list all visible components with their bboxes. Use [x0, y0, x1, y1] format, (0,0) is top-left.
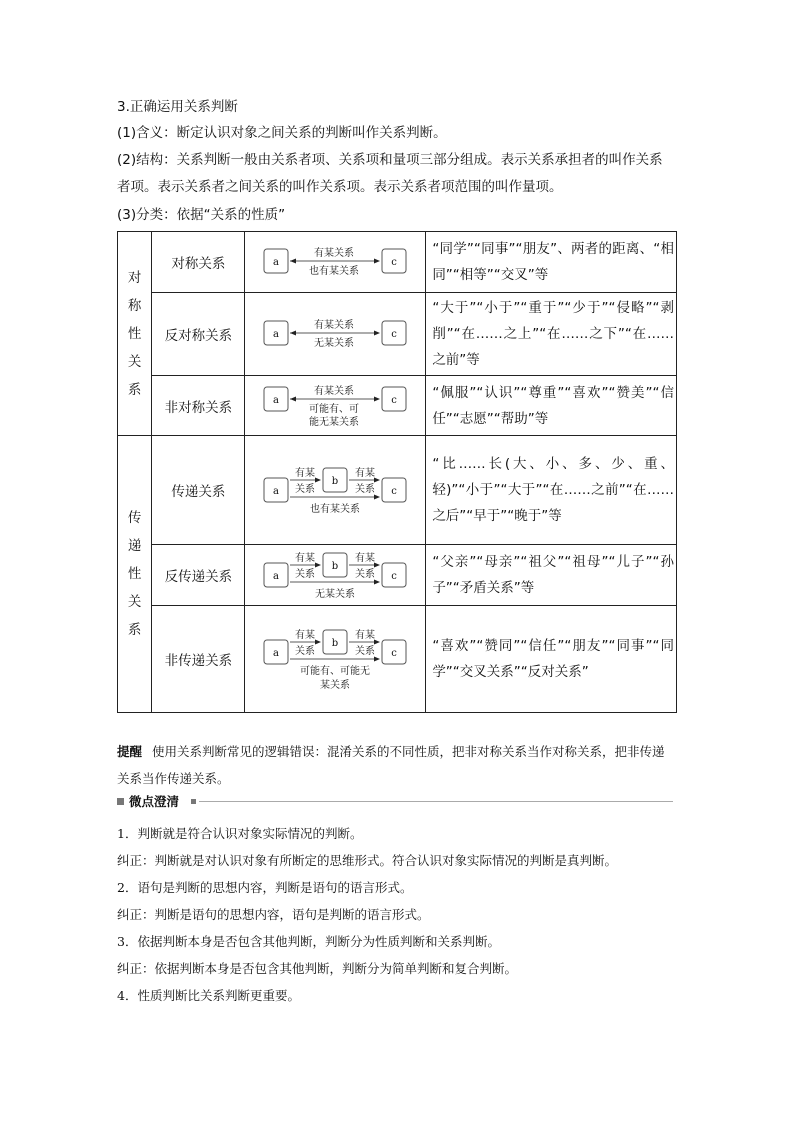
svg-text:无某关系: 无某关系 [314, 338, 355, 349]
row-example: “喜欢”“赞同”“信任”“朋友”“同事”“同学”“交叉关系”“反对关系” [426, 606, 677, 713]
svg-text:b: b [332, 476, 339, 487]
square-bullet-icon [191, 799, 196, 804]
row-name: 反对称关系 [152, 293, 245, 376]
svg-text:某关系: 某关系 [320, 680, 351, 691]
clarify-title: 微点澄清 [129, 794, 180, 809]
svg-text:a: a [273, 394, 280, 406]
row-name: 非对称关系 [152, 376, 245, 436]
group-char: 称 [127, 297, 142, 314]
tip-label: 提醒 [117, 744, 143, 759]
clarify-item: 3．依据判断本身是否包含其他判断，判断分为性质判断和关系判断。 [117, 934, 500, 949]
clarify-item: 4．性质判断比关系判断更重要。 [117, 988, 300, 1003]
clarify-item: 2．语句是判断的思想内容，判断是语句的语言形式。 [117, 880, 413, 895]
svg-text:有某: 有某 [295, 468, 316, 479]
group-transitive [118, 436, 152, 713]
svg-text:a: a [273, 257, 280, 268]
classification-line: (3)分类：依据“关系的性质” [117, 207, 286, 223]
row-example: “父亲”“母亲”“祖父”“祖母”“儿子”“孙子”“矛盾关系”等 [426, 545, 677, 606]
svg-text:也有某关系: 也有某关系 [309, 266, 360, 277]
row-name: 传递关系 [152, 436, 245, 545]
row-example: “佩服”“认识”“尊重”“喜欢”“赞美”“信任”“志愿”“帮助”等 [426, 376, 677, 436]
svg-text:有某: 有某 [355, 630, 376, 641]
group-char: 系 [127, 381, 142, 398]
nonsymmetric-diagram [245, 376, 426, 436]
svg-text:a: a [273, 648, 280, 659]
svg-text:a: a [273, 571, 280, 582]
group-char: 递 [127, 538, 142, 554]
svg-text:有某关系: 有某关系 [314, 385, 355, 397]
group-char: 关 [127, 594, 142, 610]
svg-text:a: a [273, 329, 280, 340]
svg-text:关系: 关系 [355, 569, 376, 580]
relation-table [117, 231, 677, 713]
svg-text:有某: 有某 [355, 553, 376, 564]
row-name: 非传递关系 [152, 606, 245, 713]
svg-text:无某关系: 无某关系 [315, 589, 356, 600]
svg-text:c: c [391, 486, 398, 497]
svg-text:b: b [332, 638, 339, 649]
structure-line-1: (2)结构：关系判断一般由关系者项、关系项和量项三部分组成。表示关系承担者的叫作关系 [117, 152, 663, 168]
svg-text:关系: 关系 [295, 646, 316, 657]
svg-text:有某关系: 有某关系 [314, 320, 355, 331]
clarify-correction: 纠正：依据判断本身是否包含其他判断，判断分为简单判断和复合判断。 [117, 961, 518, 976]
svg-text:有某: 有某 [295, 553, 316, 564]
tip-paragraph [117, 738, 677, 792]
group-char: 对 [127, 269, 142, 286]
svg-text:c: c [391, 571, 398, 582]
svg-text:c: c [391, 394, 398, 406]
svg-text:c: c [391, 648, 398, 659]
svg-text:关系: 关系 [295, 484, 316, 495]
svg-text:a: a [273, 486, 280, 497]
group-char: 传 [127, 510, 142, 526]
group-char: 关 [127, 353, 142, 370]
antisymmetric-diagram [245, 293, 426, 376]
svg-text:c: c [391, 257, 398, 268]
definition-line: (1)含义：断定认识对象之间关系的判断叫作关系判断。 [117, 125, 447, 141]
svg-text:能无某关系: 能无某关系 [309, 416, 360, 428]
clarify-correction: 纠正：判断是语句的思想内容，语句是判断的语言形式。 [117, 907, 430, 922]
svg-text:也有某关系: 也有某关系 [310, 504, 361, 515]
row-example: “大于”“小于”“重于”“少于”“侵略”“剥削”“在……之上”“在……之下”“在……之前”等 [426, 293, 677, 376]
antitransitive-diagram [245, 545, 426, 606]
svg-text:关系: 关系 [355, 646, 376, 657]
svg-text:可能有、可能无: 可能有、可能无 [300, 666, 371, 677]
square-bullet-icon [117, 798, 124, 805]
transitive-diagram [245, 436, 426, 545]
row-name: 对称关系 [152, 232, 245, 293]
group-char: 性 [127, 566, 142, 582]
divider [199, 801, 673, 802]
svg-text:关系: 关系 [355, 484, 376, 495]
svg-text:关系: 关系 [295, 569, 316, 580]
svg-text:有某: 有某 [295, 630, 316, 641]
row-name: 反传递关系 [152, 545, 245, 606]
row-example: “同学”“同事”“朋友”、两者的距离、“相同”“相等”“交叉”等 [426, 232, 677, 293]
svg-text:有某: 有某 [355, 468, 376, 479]
group-char: 系 [127, 622, 142, 638]
structure-line-2: 者项。表示关系者之间关系的叫作关系项。表示关系者项范围的叫作量项。 [117, 179, 563, 195]
section-title: 3.正确运用关系判断 [117, 99, 238, 115]
svg-text:有某关系: 有某关系 [314, 248, 355, 259]
tip-text: 使用关系判断常见的逻辑错误：混淆关系的不同性质，把非对称关系当作对称关系，把非传递关系当作传递关系。 [117, 744, 665, 786]
clarify-item: 1．判断就是符合认识对象实际情况的判断。 [117, 826, 363, 841]
svg-text:可能有、可: 可能有、可 [309, 403, 360, 415]
clarify-correction: 纠正：判断就是对认识对象有所断定的思维形式。符合认识对象实际情况的判断是真判断。 [117, 853, 618, 868]
nontransitive-diagram [245, 606, 426, 713]
svg-text:c: c [391, 329, 398, 340]
svg-text:b: b [332, 561, 339, 572]
clarify-header [117, 794, 673, 810]
group-symmetric [118, 232, 152, 436]
symmetric-diagram [245, 232, 426, 293]
row-example: “比……长(大、小、多、少、重、轻)”“小于”“大于”“在……之前”“在……之后”“早于”“晚于”等 [426, 436, 677, 545]
group-char: 性 [127, 325, 142, 342]
